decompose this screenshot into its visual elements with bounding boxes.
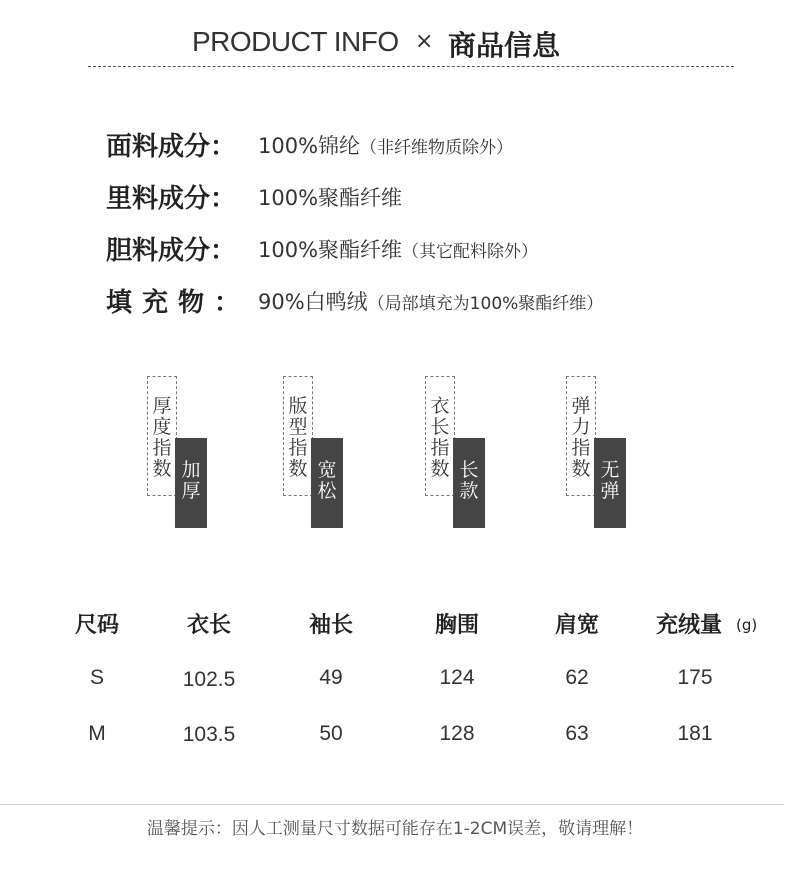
- material-value: 100%锦纶（非纤维物质除外）: [258, 134, 514, 158]
- index-label: 衣长指数: [430, 395, 450, 480]
- column-header-down-fill: 充绒量: [656, 613, 723, 638]
- material-label: 面料成分：: [106, 132, 237, 162]
- table-cell: 49: [319, 666, 343, 689]
- table-cell: 128: [439, 722, 475, 745]
- index-value: 宽松: [317, 459, 337, 502]
- table-cell: 63: [565, 722, 589, 745]
- material-value: 90%白鸭绒（局部填充为100%聚酯纤维）: [258, 290, 604, 314]
- elasticity-index: [566, 376, 636, 528]
- material-row-filling: [106, 282, 746, 334]
- table-cell: 124: [439, 666, 475, 689]
- column-header-sleeve: 袖长: [308, 613, 353, 638]
- product-indices: [0, 376, 790, 536]
- column-header-shoulder: 肩宽: [554, 613, 599, 638]
- material-note: （局部填充为100%聚酯纤维）: [367, 294, 604, 314]
- thickness-index: [147, 376, 217, 528]
- material-label: 胆料成分：: [106, 236, 237, 266]
- title-separator: ×: [415, 29, 434, 54]
- materials-list: [106, 126, 746, 334]
- material-row-fabric: [106, 126, 746, 178]
- table-cell: M: [88, 722, 106, 745]
- index-label: 版型指数: [288, 395, 308, 480]
- table-cell: S: [89, 666, 104, 689]
- table-cell: 50: [319, 722, 343, 745]
- table-cell: 103.5: [182, 723, 236, 746]
- column-header-unit: (g): [736, 616, 758, 634]
- column-header-size: 尺码: [74, 613, 119, 638]
- index-label: 弹力指数: [571, 395, 591, 480]
- column-header-chest: 胸围: [434, 613, 479, 638]
- material-value: 100%聚酯纤维: [258, 186, 403, 210]
- index-value: 无弹: [600, 459, 620, 502]
- table-cell: 62: [565, 666, 589, 689]
- title-chinese: 商品信息: [448, 29, 561, 62]
- material-note: （非纤维物质除外）: [360, 138, 514, 158]
- title-english: PRODUCT INFO: [192, 26, 399, 57]
- footer-divider: [0, 804, 784, 805]
- index-value: 加厚: [181, 459, 201, 502]
- length-index: [425, 376, 495, 528]
- fit-index: [283, 376, 353, 528]
- measurement-note: 温馨提示：因人工测量尺寸数据可能存在1-2CM误差，敬请理解！: [146, 819, 644, 839]
- material-row-inner: [106, 230, 746, 282]
- table-cell: 102.5: [182, 668, 236, 691]
- material-label: 里料成分：: [106, 184, 237, 214]
- table-cell: 181: [677, 722, 713, 745]
- index-label: 厚度指数: [152, 395, 172, 480]
- header-divider: [88, 66, 734, 67]
- material-row-lining: [106, 178, 746, 230]
- material-note: （其它配料除外）: [402, 242, 539, 262]
- column-header-length: 衣长: [186, 613, 231, 638]
- material-value: 100%聚酯纤维（其它配料除外）: [258, 238, 539, 262]
- table-cell: 175: [677, 666, 713, 689]
- index-value: 长款: [459, 459, 479, 502]
- header: [0, 24, 790, 64]
- material-label: 填充物：: [106, 288, 251, 318]
